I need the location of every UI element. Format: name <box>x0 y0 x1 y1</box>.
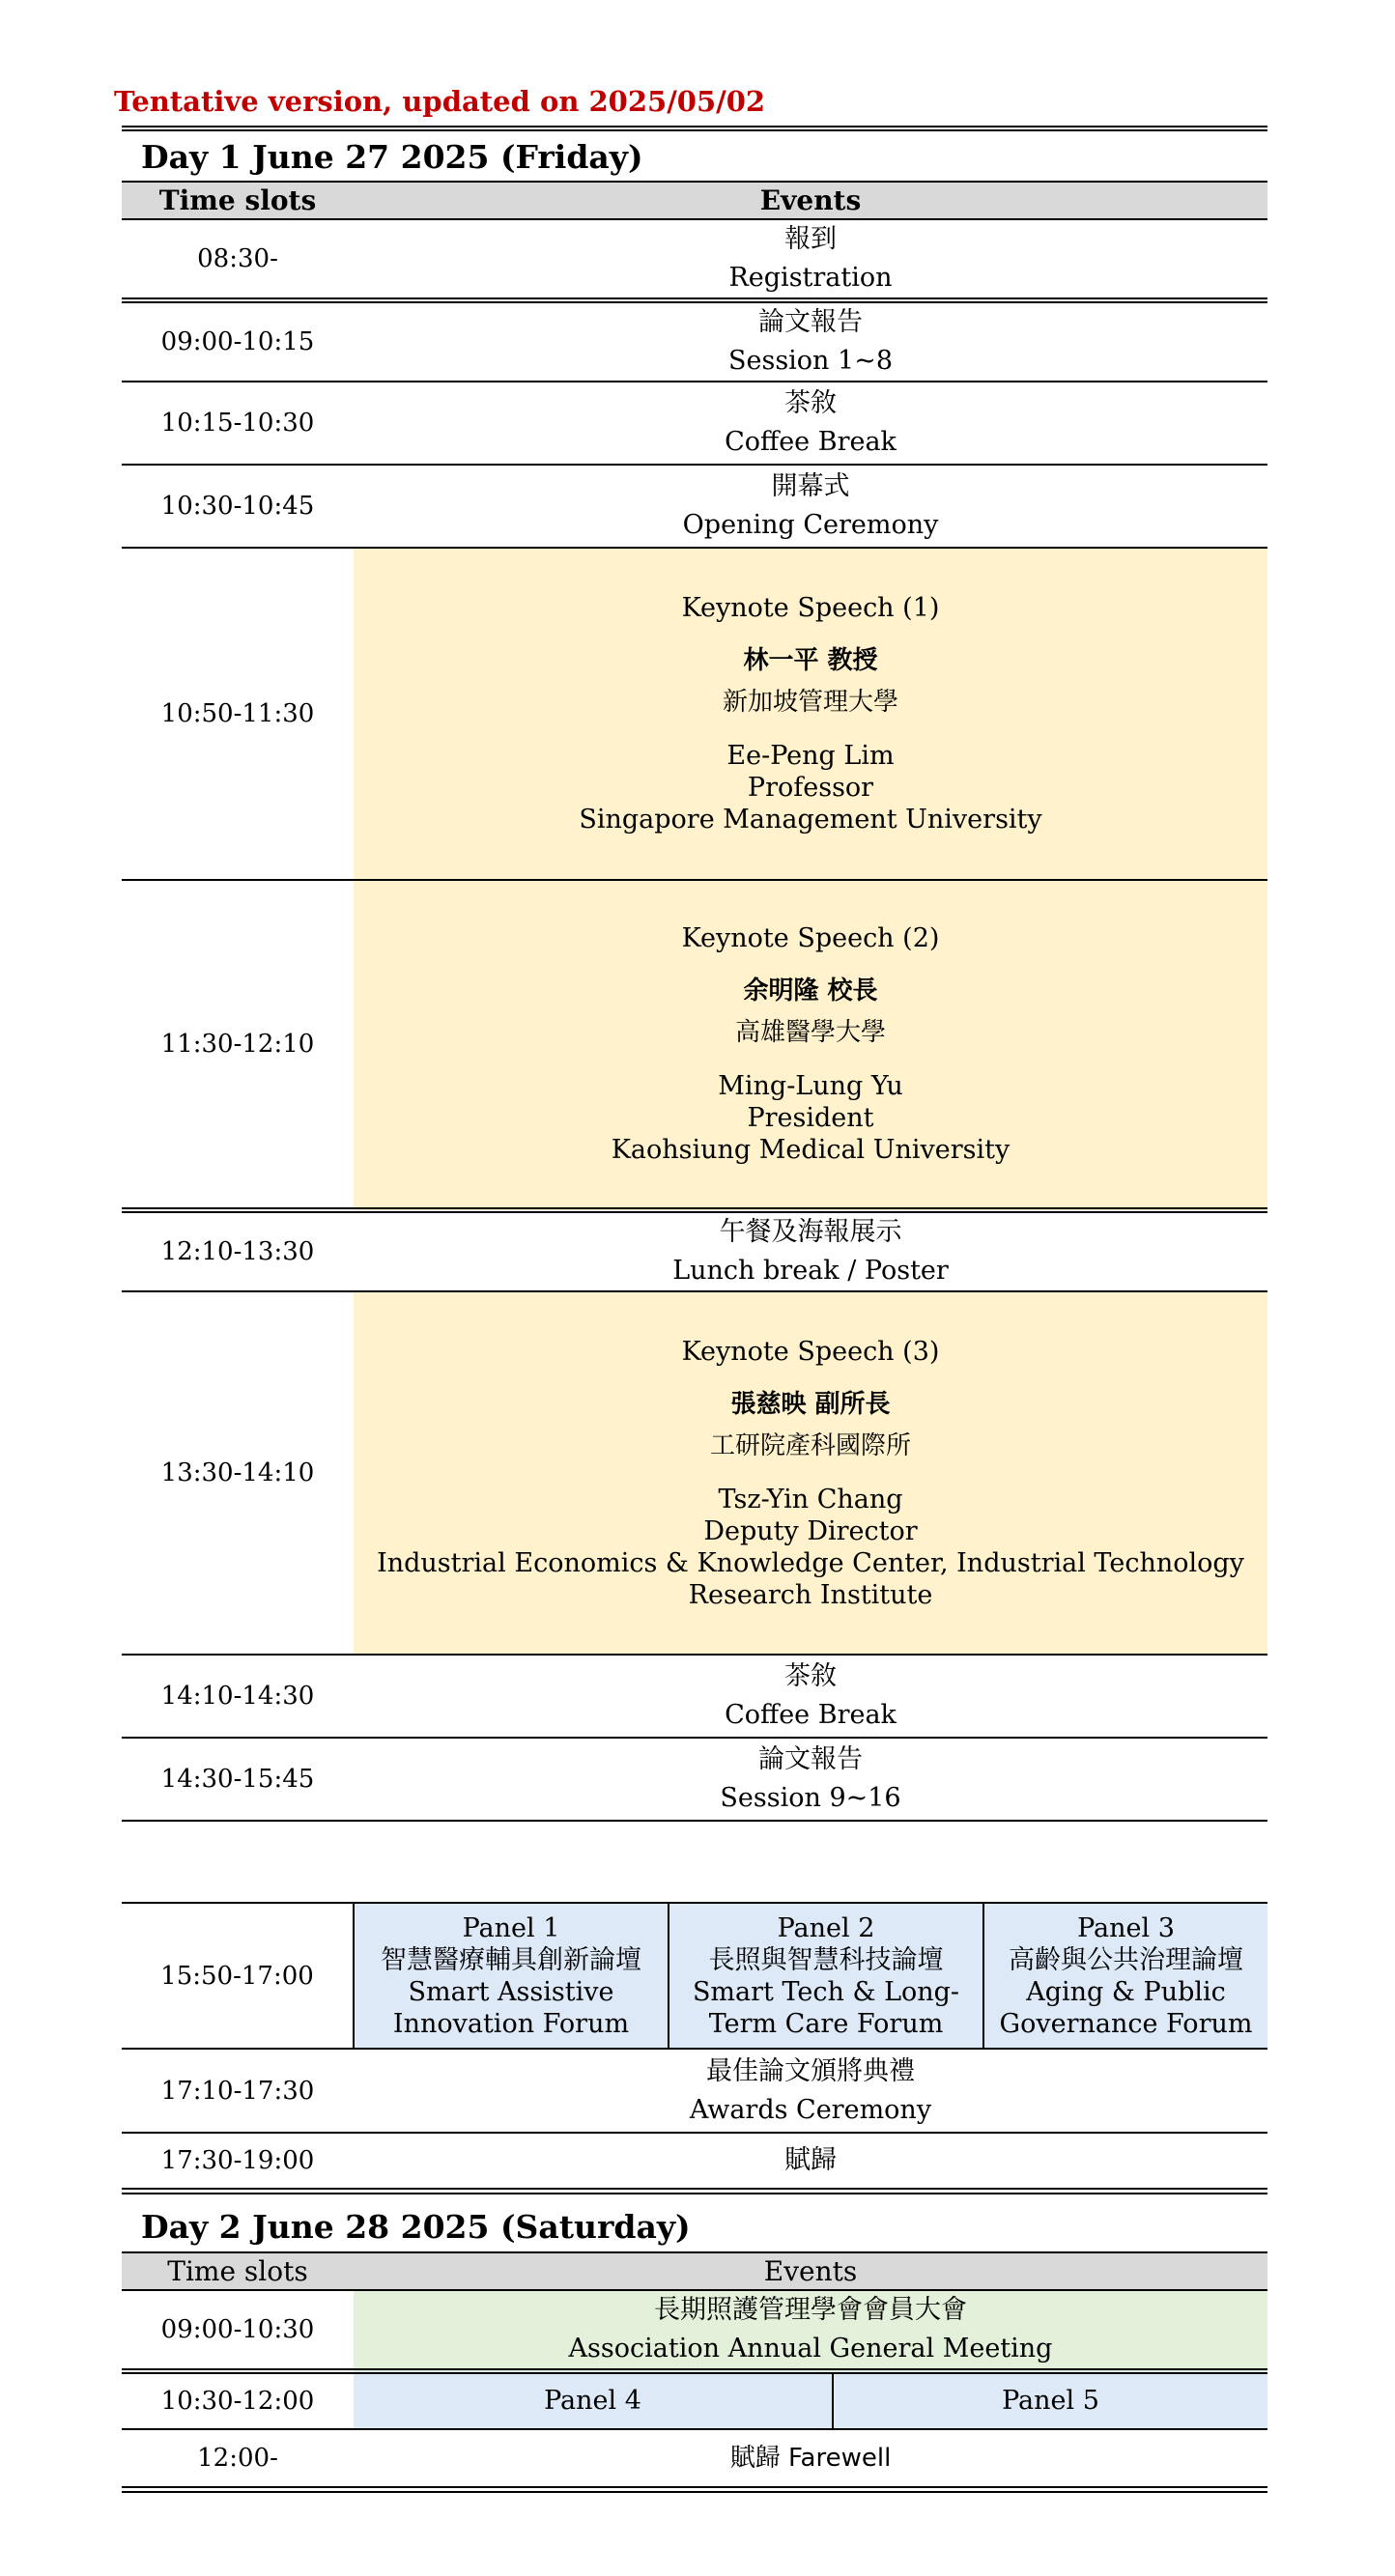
panel-5: Panel 5 <box>833 2371 1267 2429</box>
event-zh: 茶敘 <box>784 388 837 418</box>
panel-4: Panel 4 <box>354 2371 833 2429</box>
event-en: Awards Ceremony <box>689 2094 932 2125</box>
speaker-org-en: Singapore Management University <box>579 805 1042 835</box>
table-row <box>122 2290 1267 2371</box>
event-zh: 賦歸 <box>784 2144 837 2175</box>
speaker-name-en: Tsz-Yin Chang <box>718 1484 903 1514</box>
time-slot: 09:00-10:15 <box>122 300 354 382</box>
event-en: Association Annual General Meeting <box>568 2334 1053 2364</box>
speaker-org-zh: 新加坡管理大學 <box>723 688 899 717</box>
col-header-events: Events <box>354 182 1267 219</box>
version-notice: Tentative version, updated on 2025/05/02 <box>114 85 766 118</box>
event-zh: 開幕式 <box>771 471 850 501</box>
event-zh: 論文報告 <box>758 307 863 337</box>
speaker-org-zh: 工研院產科國際所 <box>710 1430 912 1460</box>
event-en: Coffee Break <box>725 1700 897 1730</box>
panel-label: Panel 1 <box>462 1912 560 1943</box>
keynote-title: Keynote Speech (1) <box>681 593 940 623</box>
speaker-name-en: Ee-Peng Lim <box>726 741 895 771</box>
time-slot: 17:30-19:00 <box>122 2133 354 2191</box>
panel-zh: 高齡與公共治理論壇 <box>1009 1944 1243 1975</box>
panel-1 <box>354 1903 669 2049</box>
time-slot: 10:30-12:00 <box>122 2371 354 2429</box>
panel-en-line2: Governance Forum <box>999 2008 1253 2039</box>
time-slot: 10:15-10:30 <box>122 382 354 465</box>
panel-row <box>122 1903 1267 2049</box>
event-zh: 報到 <box>784 224 837 254</box>
time-slot: 14:10-14:30 <box>122 1655 354 1738</box>
speaker-org-zh: 高雄醫學大學 <box>735 1018 887 1047</box>
event-en: Session 1~8 <box>727 346 894 376</box>
day2-title: Day 2 June 28 2025 (Saturday) <box>141 2207 691 2246</box>
panel-zh: 智慧醫療輔具創新論壇 <box>381 1944 641 1975</box>
table-row <box>122 2133 1267 2191</box>
time-slot: 15:50-17:00 <box>122 1903 354 2049</box>
speaker-org-en: Industrial Economics & Knowledge Center, Industrial Technology Research Institute <box>377 1547 1244 1610</box>
table-row <box>122 1655 1267 1738</box>
keynote-title: Keynote Speech (3) <box>681 1336 940 1367</box>
speaker-role-en: President <box>747 1103 874 1133</box>
speaker-name-zh: 林一平 教授 <box>743 646 878 675</box>
event-zh: 論文報告 <box>758 1744 863 1774</box>
farewell-event: 賦歸 Farewell <box>354 2429 1267 2489</box>
event-en: Registration <box>728 263 893 293</box>
event-zh: 午餐及海報展示 <box>719 1217 902 1247</box>
time-slot: 10:30-10:45 <box>122 465 354 548</box>
table-row <box>122 2049 1267 2133</box>
panel-label: Panel 2 <box>777 1912 875 1943</box>
panel-2 <box>669 1903 983 2049</box>
col-header-time: Time slots <box>122 182 354 219</box>
time-slot: 13:30-14:10 <box>122 1291 354 1655</box>
day2-schedule-table <box>122 2199 1267 2493</box>
keynote-row <box>122 548 1267 880</box>
keynote-title: Keynote Speech (2) <box>681 923 940 953</box>
table-row <box>122 2371 1267 2429</box>
time-slot: 09:00-10:30 <box>122 2290 354 2371</box>
event-zh: 茶敘 <box>784 1661 837 1691</box>
panel-en-line2: Innovation Forum <box>392 2008 630 2039</box>
time-slot: 12:00- <box>122 2429 354 2489</box>
event-zh: 最佳論文頒將典禮 <box>706 2055 915 2086</box>
panel-en-line1: Aging & Public <box>1026 1976 1226 2007</box>
panel-en-line2: Term Care Forum <box>708 2008 944 2039</box>
time-slot: 17:10-17:30 <box>122 2049 354 2133</box>
keynote-row <box>122 880 1267 1210</box>
event-en: Session 9~16 <box>720 1783 901 1813</box>
time-slot: 08:30- <box>122 219 354 300</box>
speaker-org-en: Kaohsiung Medical University <box>611 1135 1011 1165</box>
panel-label: Panel 3 <box>1077 1912 1175 1943</box>
time-slot: 12:10-13:30 <box>122 1210 354 1291</box>
speaker-role-en: Professor <box>747 773 874 803</box>
panel-3 <box>983 1903 1267 2049</box>
table-row <box>122 219 1267 300</box>
table-row <box>122 465 1267 548</box>
table-row <box>122 2429 1267 2489</box>
keynote-row <box>122 1291 1267 1655</box>
speaker-role-en: Deputy Director <box>703 1515 918 1546</box>
day1-schedule-table <box>122 126 1267 1822</box>
event-zh: 長期照護管理學會會員大會 <box>654 2295 968 2325</box>
time-slot: 11:30-12:10 <box>122 880 354 1210</box>
day1-panels-table <box>122 1902 1267 2194</box>
panel-en-line1: Smart Assistive <box>408 1976 614 2007</box>
panel-en-line1: Smart Tech & Long- <box>692 1976 960 2007</box>
table-row <box>122 1210 1267 1291</box>
event-en: Coffee Break <box>725 427 897 457</box>
speaker-name-zh: 余明隆 校長 <box>743 977 878 1005</box>
col-header-events: Events <box>354 2252 1267 2290</box>
event-en: Lunch break / Poster <box>672 1256 949 1286</box>
col-header-time: Time slots <box>122 2252 354 2290</box>
table-row <box>122 300 1267 382</box>
panel-zh: 長照與智慧科技論壇 <box>708 1944 944 1975</box>
table-row <box>122 1738 1267 1821</box>
speaker-name-en: Ming-Lung Yu <box>718 1071 903 1101</box>
table-row <box>122 382 1267 465</box>
time-slot: 10:50-11:30 <box>122 548 354 880</box>
day1-title: Day 1 June 27 2025 (Friday) <box>141 138 643 176</box>
time-slot: 14:30-15:45 <box>122 1738 354 1821</box>
speaker-name-zh: 張慈映 副所長 <box>730 1389 891 1419</box>
event-en: Opening Ceremony <box>682 510 939 540</box>
